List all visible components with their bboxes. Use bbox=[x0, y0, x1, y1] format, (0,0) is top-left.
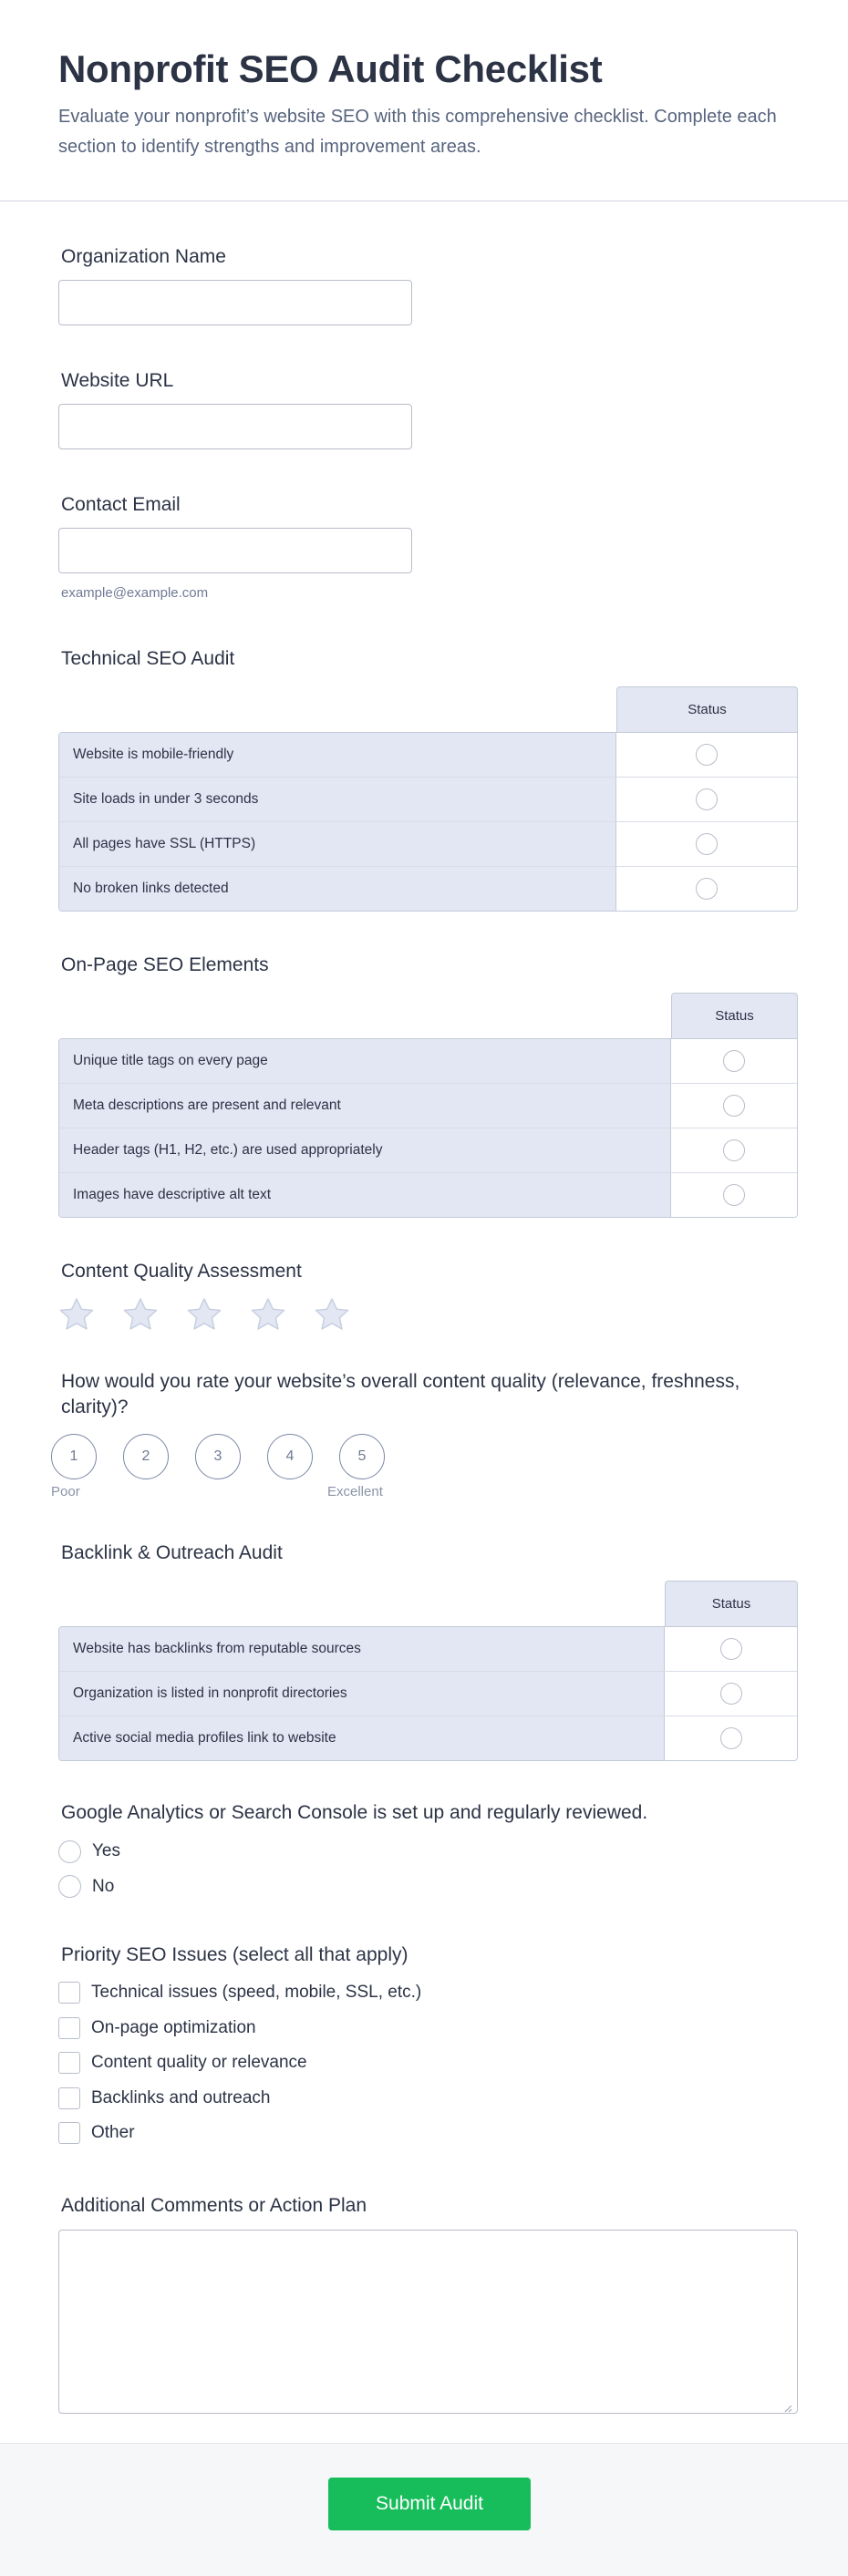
radio-option-label: Yes bbox=[92, 1841, 120, 1861]
matrix-cell bbox=[665, 1672, 797, 1716]
scale-option-3[interactable]: 3 bbox=[195, 1434, 241, 1479]
form-description: Evaluate your nonprofit’s website SEO with this comprehensive checklist. Complete each section to identify strengths and improvement areas. bbox=[58, 107, 777, 157]
onpage-status-header: Status bbox=[671, 993, 798, 1038]
matrix-cell bbox=[671, 1039, 797, 1083]
matrix-row-label: Organization is listed in nonprofit directories bbox=[59, 1672, 665, 1716]
matrix-cell bbox=[616, 733, 797, 777]
matrix-row bbox=[59, 1039, 797, 1084]
analytics-field bbox=[58, 1800, 647, 1904]
status-radio[interactable] bbox=[720, 1727, 742, 1749]
analytics-label: Google Analytics or Search Console is set up and regularly reviewed. bbox=[61, 1802, 648, 1823]
matrix-cell bbox=[616, 867, 797, 911]
backlink-label-wrap bbox=[58, 1540, 283, 1566]
matrix-row bbox=[59, 778, 797, 822]
star-icon[interactable] bbox=[58, 1297, 95, 1332]
checkbox[interactable] bbox=[58, 1982, 80, 2004]
checkbox-option[interactable] bbox=[58, 2081, 421, 2117]
form-footer bbox=[0, 2443, 848, 2576]
matrix-row-label: Site loads in under 3 seconds bbox=[59, 778, 616, 821]
scale-option-1[interactable]: 1 bbox=[51, 1434, 97, 1479]
onpage-matrix-body bbox=[58, 1038, 798, 1218]
matrix-row bbox=[59, 822, 797, 867]
comments-label: Additional Comments or Action Plan bbox=[61, 2195, 367, 2216]
priority-options bbox=[58, 1975, 421, 2151]
onpage-label-wrap bbox=[58, 953, 269, 978]
scale-option-4[interactable]: 4 bbox=[267, 1434, 313, 1479]
matrix-row bbox=[59, 867, 797, 911]
matrix-row-label: Images have descriptive alt text bbox=[59, 1173, 671, 1217]
form-header bbox=[0, 0, 848, 201]
matrix-cell bbox=[616, 778, 797, 821]
backlink-matrix-body bbox=[58, 1626, 798, 1761]
website-url-field bbox=[58, 368, 412, 449]
technical-status-header: Status bbox=[616, 686, 798, 732]
status-radio[interactable] bbox=[723, 1050, 745, 1072]
backlink-label: Backlink & Outreach Audit bbox=[61, 1542, 283, 1563]
star-rating bbox=[58, 1297, 350, 1332]
radio-button[interactable] bbox=[58, 1840, 81, 1863]
checkbox-label: Technical issues (speed, mobile, SSL, etc.) bbox=[91, 1983, 422, 2003]
matrix-cell bbox=[671, 1173, 797, 1217]
matrix-row bbox=[59, 1672, 797, 1716]
status-radio[interactable] bbox=[723, 1095, 745, 1117]
technical-matrix-body bbox=[58, 732, 798, 912]
comments-field bbox=[58, 2193, 798, 2414]
onpage-matrix bbox=[58, 993, 798, 1221]
matrix-row bbox=[59, 1173, 797, 1217]
scale-rating bbox=[51, 1434, 416, 1502]
star-icon[interactable] bbox=[122, 1297, 159, 1332]
matrix-cell bbox=[665, 1716, 797, 1760]
status-radio[interactable] bbox=[720, 1638, 742, 1660]
resize-grip-icon[interactable] bbox=[784, 2405, 792, 2413]
status-radio[interactable] bbox=[696, 878, 718, 900]
matrix-row bbox=[59, 733, 797, 778]
status-radio[interactable] bbox=[696, 788, 718, 810]
matrix-row-label: Meta descriptions are present and relevant bbox=[59, 1084, 671, 1128]
scale-label-wrap bbox=[58, 1369, 788, 1420]
priority-label: Priority SEO Issues (select all that apply) bbox=[61, 1944, 408, 1965]
status-radio[interactable] bbox=[723, 1184, 745, 1206]
matrix-row-label: Header tags (H1, H2, etc.) are used appropriately bbox=[59, 1128, 671, 1172]
technical-matrix bbox=[58, 686, 798, 914]
backlink-status-header: Status bbox=[665, 1581, 798, 1626]
scale-low-caption: Poor bbox=[51, 1484, 80, 1499]
status-radio[interactable] bbox=[696, 744, 718, 766]
matrix-row-label: All pages have SSL (HTTPS) bbox=[59, 822, 616, 866]
radio-option-yes[interactable] bbox=[58, 1834, 647, 1870]
form-title: Nonprofit SEO Audit Checklist bbox=[58, 47, 603, 90]
onpage-label: On-Page SEO Elements bbox=[61, 954, 269, 975]
status-radio[interactable] bbox=[720, 1683, 742, 1705]
scale-option-2[interactable]: 2 bbox=[123, 1434, 169, 1479]
comments-textarea[interactable] bbox=[58, 2230, 798, 2414]
backlink-matrix bbox=[58, 1581, 798, 1763]
checkbox-option[interactable] bbox=[58, 1975, 421, 2011]
submit-button[interactable]: Submit Audit bbox=[328, 2478, 531, 2530]
checkbox[interactable] bbox=[58, 2122, 80, 2144]
content-rating-label: Content Quality Assessment bbox=[61, 1261, 302, 1282]
checkbox-option[interactable] bbox=[58, 2116, 421, 2151]
checkbox-option[interactable] bbox=[58, 2045, 421, 2081]
radio-button[interactable] bbox=[58, 1875, 81, 1898]
checkbox[interactable] bbox=[58, 2052, 80, 2074]
status-radio[interactable] bbox=[723, 1139, 745, 1161]
scale-label: How would you rate your website’s overall content quality (relevance, freshness, clarity)? bbox=[61, 1371, 740, 1417]
org-name-input[interactable] bbox=[58, 280, 412, 325]
content-rating-field bbox=[58, 1259, 350, 1332]
org-name-field bbox=[58, 244, 412, 325]
contact-email-sublabel: example@example.com bbox=[61, 585, 209, 601]
website-url-label: Website URL bbox=[61, 370, 174, 391]
matrix-row bbox=[59, 1627, 797, 1672]
radio-option-label: No bbox=[92, 1876, 115, 1896]
checkbox-label: On-page optimization bbox=[91, 2017, 256, 2037]
matrix-row-label: No broken links detected bbox=[59, 867, 616, 911]
scale-high-caption: Excellent bbox=[327, 1484, 383, 1499]
priority-field bbox=[58, 1942, 421, 2151]
technical-label-wrap bbox=[58, 646, 234, 672]
checkbox[interactable] bbox=[58, 2017, 80, 2039]
radio-option-no[interactable] bbox=[58, 1870, 647, 1905]
checkbox-label: Other bbox=[91, 2123, 135, 2143]
star-icon[interactable] bbox=[314, 1297, 350, 1332]
scale-option-5[interactable]: 5 bbox=[339, 1434, 385, 1479]
star-icon[interactable] bbox=[186, 1297, 222, 1332]
matrix-cell bbox=[616, 822, 797, 866]
checkbox-label: Content quality or relevance bbox=[91, 2053, 307, 2073]
org-name-label: Organization Name bbox=[61, 246, 226, 267]
matrix-row-label: Active social media profiles link to website bbox=[59, 1716, 665, 1760]
matrix-row-label: Unique title tags on every page bbox=[59, 1039, 671, 1083]
website-url-input[interactable] bbox=[58, 404, 412, 449]
contact-email-field bbox=[58, 492, 412, 601]
checkbox[interactable] bbox=[58, 2087, 80, 2109]
matrix-row bbox=[59, 1716, 797, 1760]
technical-label: Technical SEO Audit bbox=[61, 648, 235, 669]
matrix-row bbox=[59, 1128, 797, 1173]
analytics-options bbox=[58, 1834, 647, 1904]
star-icon[interactable] bbox=[250, 1297, 286, 1332]
contact-email-input[interactable] bbox=[58, 528, 412, 573]
matrix-cell bbox=[665, 1627, 797, 1671]
matrix-cell bbox=[671, 1084, 797, 1128]
status-radio[interactable] bbox=[696, 833, 718, 855]
contact-email-label: Contact Email bbox=[61, 494, 181, 515]
checkbox-option[interactable] bbox=[58, 2011, 421, 2046]
matrix-row bbox=[59, 1084, 797, 1128]
checkbox-label: Backlinks and outreach bbox=[91, 2087, 271, 2107]
matrix-row-label: Website is mobile-friendly bbox=[59, 733, 616, 777]
matrix-row-label: Website has backlinks from reputable sources bbox=[59, 1627, 665, 1671]
matrix-cell bbox=[671, 1128, 797, 1172]
